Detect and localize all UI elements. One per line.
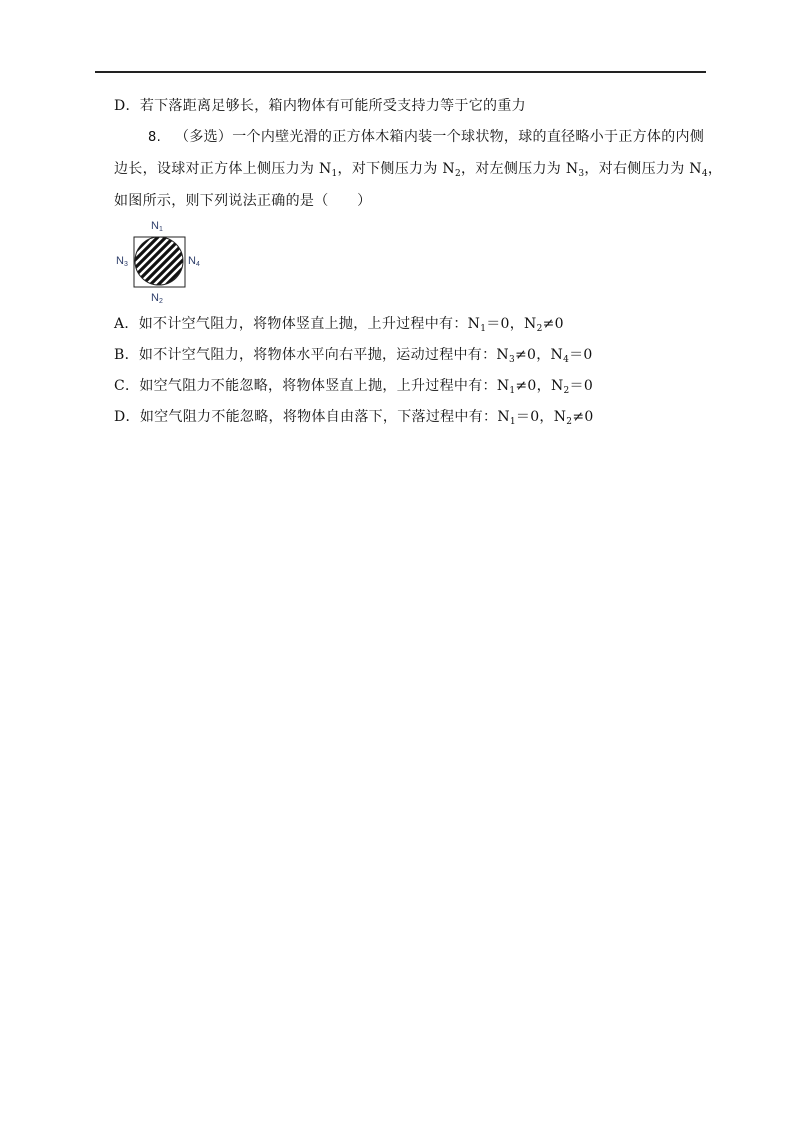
option-letter: D．	[114, 98, 140, 114]
label-n1: $N_1$	[151, 220, 163, 233]
option-b: B．如不计空气阻力，将物体水平向右平抛，运动过程中有：$N_3\ne 0$，$N_4=0$	[114, 347, 593, 365]
box-ball-figure	[113, 218, 213, 308]
option-letter: C．	[114, 378, 140, 394]
previous-option-d	[114, 96, 526, 116]
question-8-line-3	[114, 191, 371, 211]
subscript: 3	[578, 169, 585, 179]
option-text: 如不计空气阻力，将物体竖直上抛，上升过程中有：	[138, 316, 468, 332]
question-text: ，对下侧压力为 N	[337, 161, 455, 177]
question-text: ，对右侧压力为 N	[584, 161, 702, 177]
option-letter: D．	[114, 409, 140, 425]
option-letter: A．	[114, 316, 139, 332]
subscript: 4	[701, 169, 708, 179]
option-text: 若下落距离足够长，箱内物体有可能所受支持力等于它的重力	[139, 98, 526, 114]
option-text: 如空气阻力不能忽略，将物体竖直上抛，上升过程中有：	[139, 378, 497, 394]
subscript: 2	[454, 169, 461, 179]
option-d: D．如空气阻力不能忽略，将物体自由落下，下落过程中有：$N_1=0$，$N_2\ne 0$	[114, 409, 594, 427]
question-text: 如图所示，则下列说法正确的是（ ）	[114, 193, 372, 209]
question-8-line-2	[114, 159, 722, 179]
option-text: 如不计空气阻力，将物体水平向右平抛，运动过程中有：	[138, 347, 497, 363]
question-text: ，	[707, 161, 723, 177]
option-text: 如空气阻力不能忽略，将物体自由落下，下落过程中有：	[139, 409, 498, 425]
subscript: 1	[331, 169, 338, 179]
header-rule	[95, 71, 706, 73]
option-c: C．如空气阻力不能忽略，将物体竖直上抛，上升过程中有：$N_1\ne 0$，$N_2=0$	[114, 378, 594, 396]
question-text: （多选）一个内壁光滑的正方体木箱内装一个球状物，球的直径略小于正方体的内侧	[175, 129, 705, 145]
option-letter: B．	[114, 347, 139, 363]
question-text: 边长，设球对正方体上侧压力为 N	[114, 161, 332, 177]
question-number: 8.	[148, 130, 162, 145]
question-text: ，对左侧压力为 N	[460, 161, 579, 177]
label-n3: $N_3$	[116, 255, 128, 268]
question-8-line-1	[148, 127, 704, 148]
label-n2: $N_2$	[151, 292, 163, 305]
label-n4: $N_4$	[188, 255, 200, 268]
option-a: A．如不计空气阻力，将物体竖直上抛，上升过程中有：$N_1=0$，$N_2\ne 0$	[114, 316, 564, 334]
